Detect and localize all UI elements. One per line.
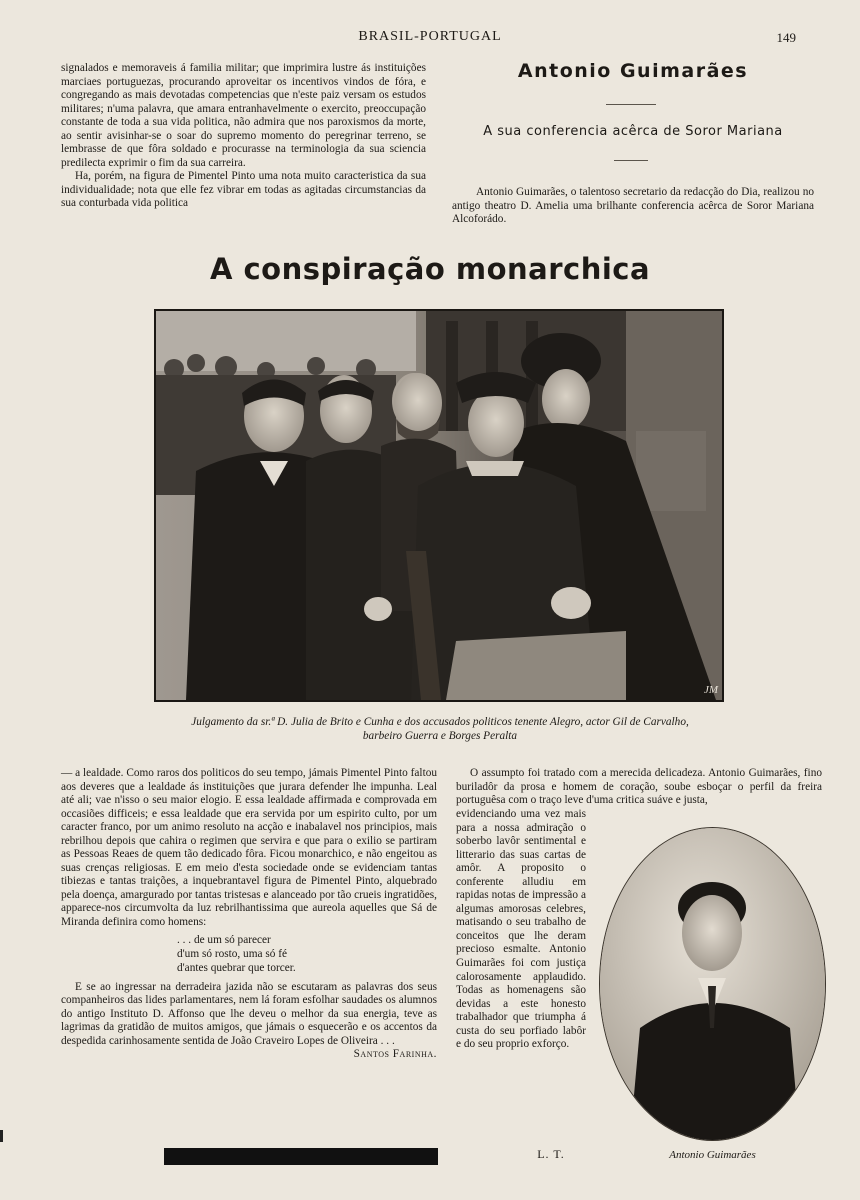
page-edge-mark [0, 1130, 3, 1142]
author-signature: L. T. [537, 1147, 565, 1161]
portrait-image [600, 828, 825, 1140]
bottom-right-column-top [456, 767, 822, 808]
top-right-column [452, 186, 814, 227]
page-number: 149 [776, 30, 796, 45]
verse-line: d'antes quebrar que torcer. [177, 961, 296, 974]
paragraph: Ha, porém, na figura de Pimentel Pinto uma nota muito caracteristica da sua individualidade; nota que elle fez vibrar em todas as agitadas circumstancias da sua conturbada vida politica [61, 170, 426, 210]
paragraph: evidenciando uma vez mais para a nossa admiração o soberbo lavôr sentimental e litterario das suas cartas de amôr. A proposito o conferente alludiu em rapidas notas de impressão a algumas amorosas celebres, matisando o seu trabalho de conceitos que lhe deram precioso esmalte. Antonio Guimarães foi com justiça calorosamente applaudido. Todas as homenagens são devidas a este honesto trabalhador que triumpha á custa do seu porfiado labôr e do seu proprio exforço. [456, 808, 586, 1051]
caption-line: Julgamento da sr.ª D. Julia de Brito e Cunha e dos accusados politicos tenente Alegro, actor Gil de Carvalho, [191, 716, 689, 728]
portrait-photo [599, 827, 826, 1141]
paragraph: — a lealdade. Como raros dos politicos do seu tempo, jámais Pimentel Pinto faltou aos deveres que a lealdade ás instituições que jurara defender lhe impunha. Leal até ali; vae n'isso o seu maior elogio. E essa lealdade affirmada e comprovada em occasiões difficeis; e essa lealdade que era servida por um espirito culto, por um caracter franco, por um animo resoluto na acção e inabalavel nos principios, mais rebrilhou depois que cahira o regimen que servira e que para o exilio se partiram as Pessoas Reaes de quem tão dedicado fôra. Ficou monarchico, e não engeitou as suas crenças religiosas. E em meio d'esta sociedade onde se evidenciam tantas tibiezas e tantas traições, a inquebrantavel figura de Pimentel Pinto, alquebrado pela doença, amargurado por tantas tristesas e alanceado por tão crueis ingratidões, apparece-nos circumvolta da luz rebrilhantissima que aureola aquelles que Sá de Miranda definira como homens: [61, 767, 437, 929]
paragraph: O assumpto foi tratado com a merecida delicadeza. Antonio Guimarães, fino buriladôr da prosa e homem de coração, soube esboçar o perfil da freira portuguêsa com o traço leve d'uma critica suáve e justa, [456, 767, 822, 807]
bottom-left-column [61, 767, 437, 1062]
divider [614, 160, 648, 161]
courtroom-photo [154, 309, 724, 702]
running-head: BRASIL-PORTUGAL [358, 29, 502, 44]
verse-line: . . . de um só parecer [177, 933, 271, 946]
main-headline: A conspiração monarchica [209, 252, 651, 286]
black-bar [164, 1148, 438, 1165]
top-left-column [61, 62, 426, 211]
author-signature: Santos Farinha. [353, 1048, 437, 1061]
paragraph: Antonio Guimarães, o talentoso secretario da redacção do Dia, realizou no antigo theatro D. Amelia uma brilhante conferencia acêrca de Soror Mariana Alcoforádo. [452, 186, 814, 226]
verse-line: d'um só rosto, uma só fé [177, 947, 287, 960]
courtroom-photo-image [156, 311, 722, 700]
bottom-right-column-narrow [456, 808, 586, 1052]
article-subtitle: A sua conferencia acêrca de Soror Mariana [483, 124, 783, 139]
portrait-caption: Antonio Guimarães [669, 1149, 756, 1161]
paragraph: E se ao ingressar na derradeira jazida não se escutaram as palavras dos seus companheiros das lides parlamentares, nem lá foram esfolhar saudades os alumnos do antigo Instituto D. Affonso que lhe deveu o melhor da sua energia, teve as lagrimas da gratidão de muitos amigos, que jámais o esquecerão e os accentos da despedida carinhosamente sentida de João Craveiro Lopes de Oliveira . . . [61, 980, 437, 1047]
paragraph: signalados e memoraveis á familia militar; que imprimira lustre ás instituições marciaes portuguezas, procurando aproveitar os incentivos vindos de fóra, e congregando as mais devotadas competencias que n'este paiz versam os estudos militares; n'uma palavra, que amara entranhavelmente o exercito, preoccupação constante de toda a sua vida politica, não admira que nos paroxismos da morte, ao sentir avisinhar-se o soar do supremo momento do peregrinar terreno, se lembrasse de que fôra soldado e procurasse na terminologia da sua sciencia predilecta exprimir o fim da sua carreira. [61, 62, 426, 169]
article-title: Antonio Guimarães [517, 60, 749, 82]
photo-monogram: JM [704, 684, 719, 696]
caption-line: barbeiro Guerra e Borges Peralta [362, 730, 518, 742]
photo-caption [140, 715, 740, 743]
verse-quote [177, 933, 437, 975]
divider [606, 104, 656, 105]
